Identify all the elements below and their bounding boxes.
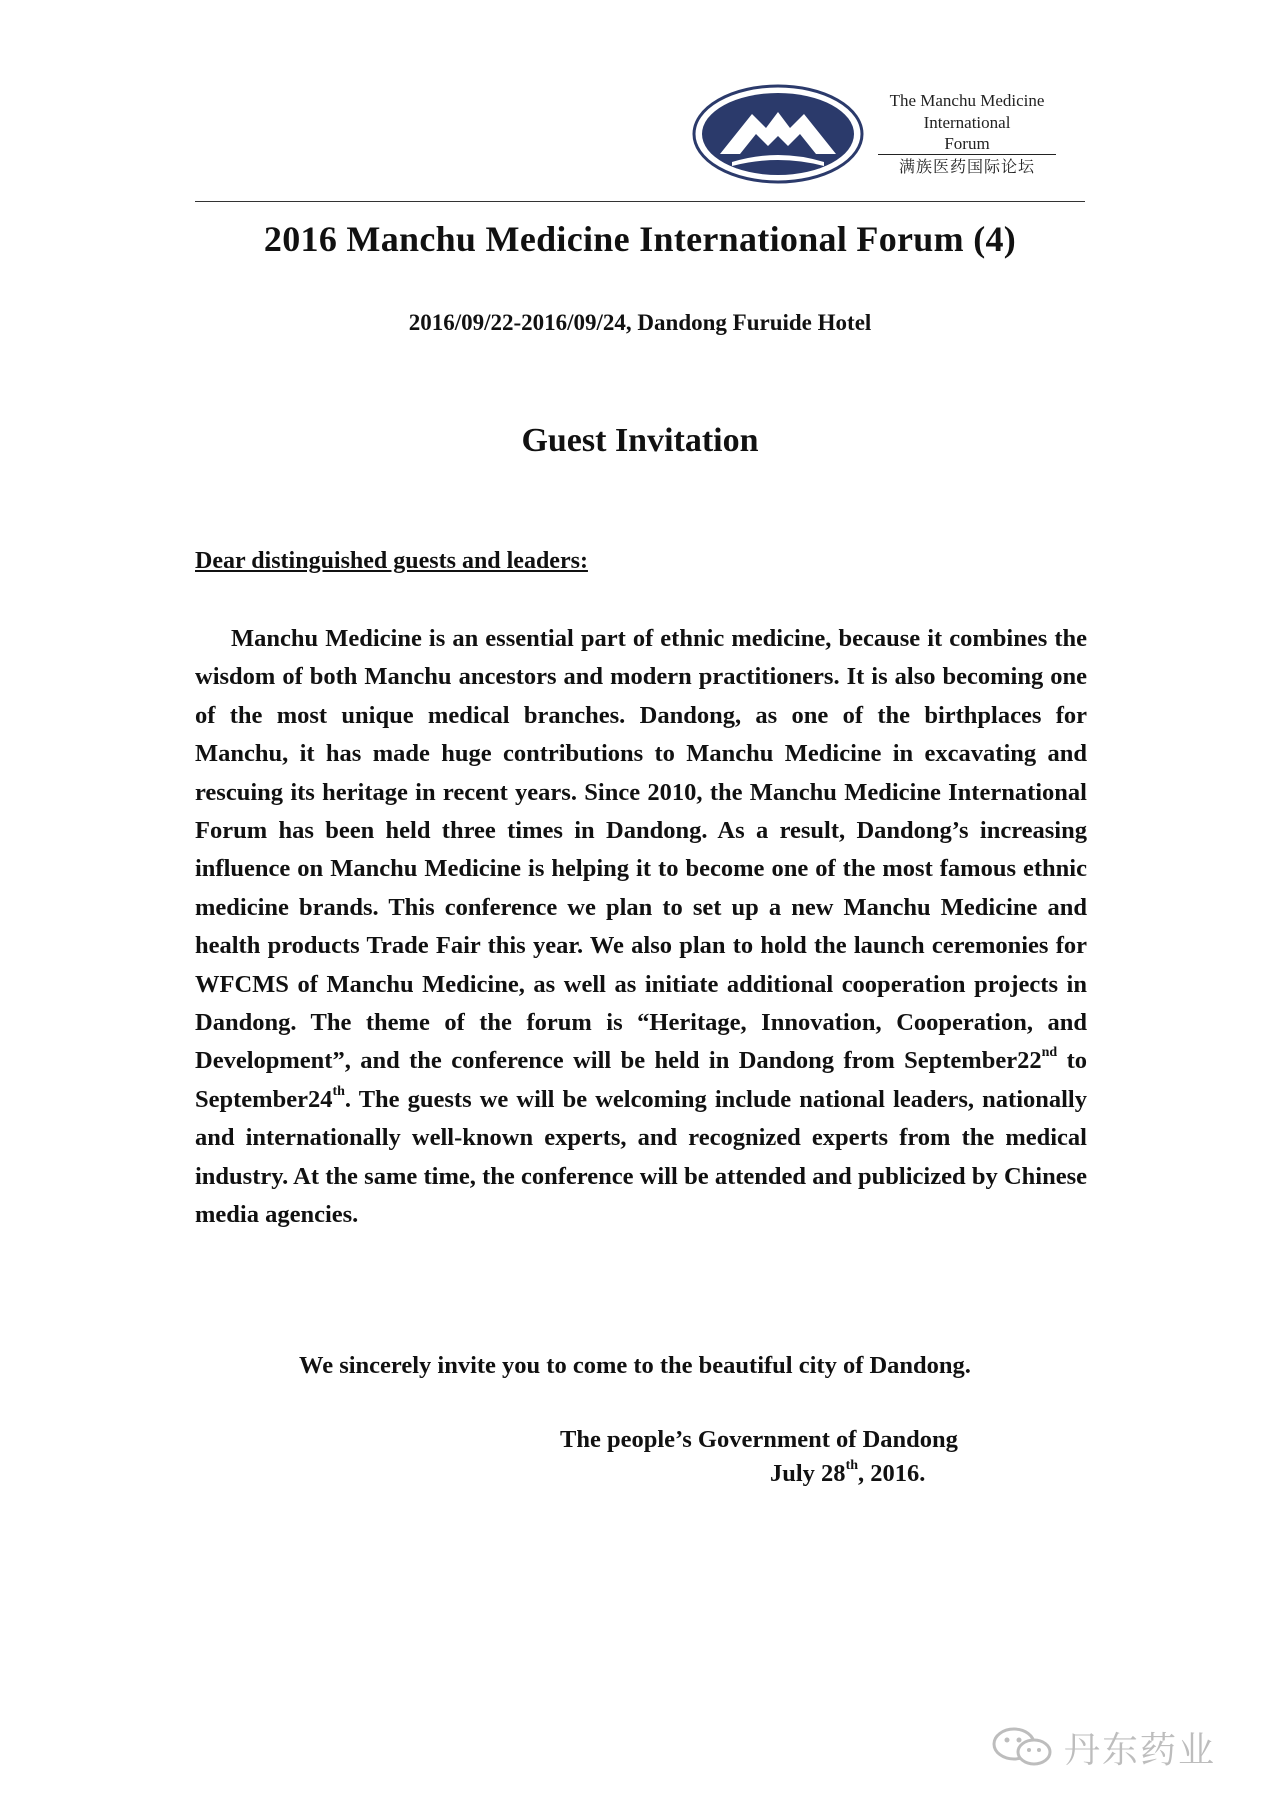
signature-date-part1: July 28 — [770, 1460, 846, 1487]
watermark-text: 丹东药业 — [1064, 1729, 1217, 1771]
org-name-block — [872, 90, 1062, 179]
body-text-part2: to September24 — [195, 1047, 1087, 1113]
org-name-line1: The Manchu Medicine — [889, 91, 1045, 110]
document-title: 2016 Manchu Medicine International Forum (4) — [263, 219, 1017, 259]
invitation-heading: Guest Invitation — [521, 422, 759, 459]
body-text-part3: . The guests we will be welcoming include national leaders, nationally and internationally well-known experts, and recognized experts from the medical industry. At the same time, the conference will be attended and publicized by Chinese media agencies. — [195, 1085, 1087, 1229]
org-name-chinese: 满族医药国际论坛 — [898, 157, 1035, 176]
header-divider — [195, 201, 1085, 202]
body-text-part1: Manchu Medicine is an essential part of ethnic medicine, because it combines the wisdom of both Manchu ancestors and modern practitioners. It is also becoming one of the most unique medical branches. Dandong, as one of the birthplaces for Manchu, it has made huge contributions to Manchu Medicine in excavating and rescuing its heritage in recent years. Since 2010, the Manchu Medicine International Forum has been held three times in Dandong. As a result, Dandong’s increasing influence on Manchu Medicine is helping it to become one of the most famous ethnic medicine brands. This conference we plan to set up a new Manchu Medicine and health products Trade Fair this year. We also plan to hold the launch ceremonies for WFCMS of Manchu Medicine, as well as initiate additional cooperation projects in Dandong. The theme of the forum is “Heritage, Innovation, Cooperation, and Development”, and the conference will be held in Dandong from September22 — [195, 625, 1087, 1075]
org-name-line2: International — [923, 113, 1011, 132]
watermark — [990, 1722, 1216, 1772]
wechat-icon — [990, 1725, 1056, 1769]
body-sup-nd: nd — [1041, 1045, 1058, 1061]
signature-date-sup: th — [845, 1458, 859, 1473]
salutation: Dear distinguished guests and leaders: — [195, 548, 588, 574]
forum-logo-icon — [692, 84, 864, 184]
signature-date — [770, 1460, 925, 1488]
signature-organization: The people’s Government of Dandong — [560, 1426, 958, 1453]
invitation-sentence: We sincerely invite you to come to the beautiful city of Dandong. — [299, 1352, 971, 1379]
body-paragraph — [195, 620, 1087, 1235]
document-subtitle: 2016/09/22-2016/09/24, Dandong Furuide Hotel — [408, 310, 872, 335]
body-sup-th: th — [332, 1083, 345, 1099]
signature-date-part2: , 2016. — [858, 1460, 926, 1487]
org-name-line3: Forum — [878, 134, 1056, 155]
